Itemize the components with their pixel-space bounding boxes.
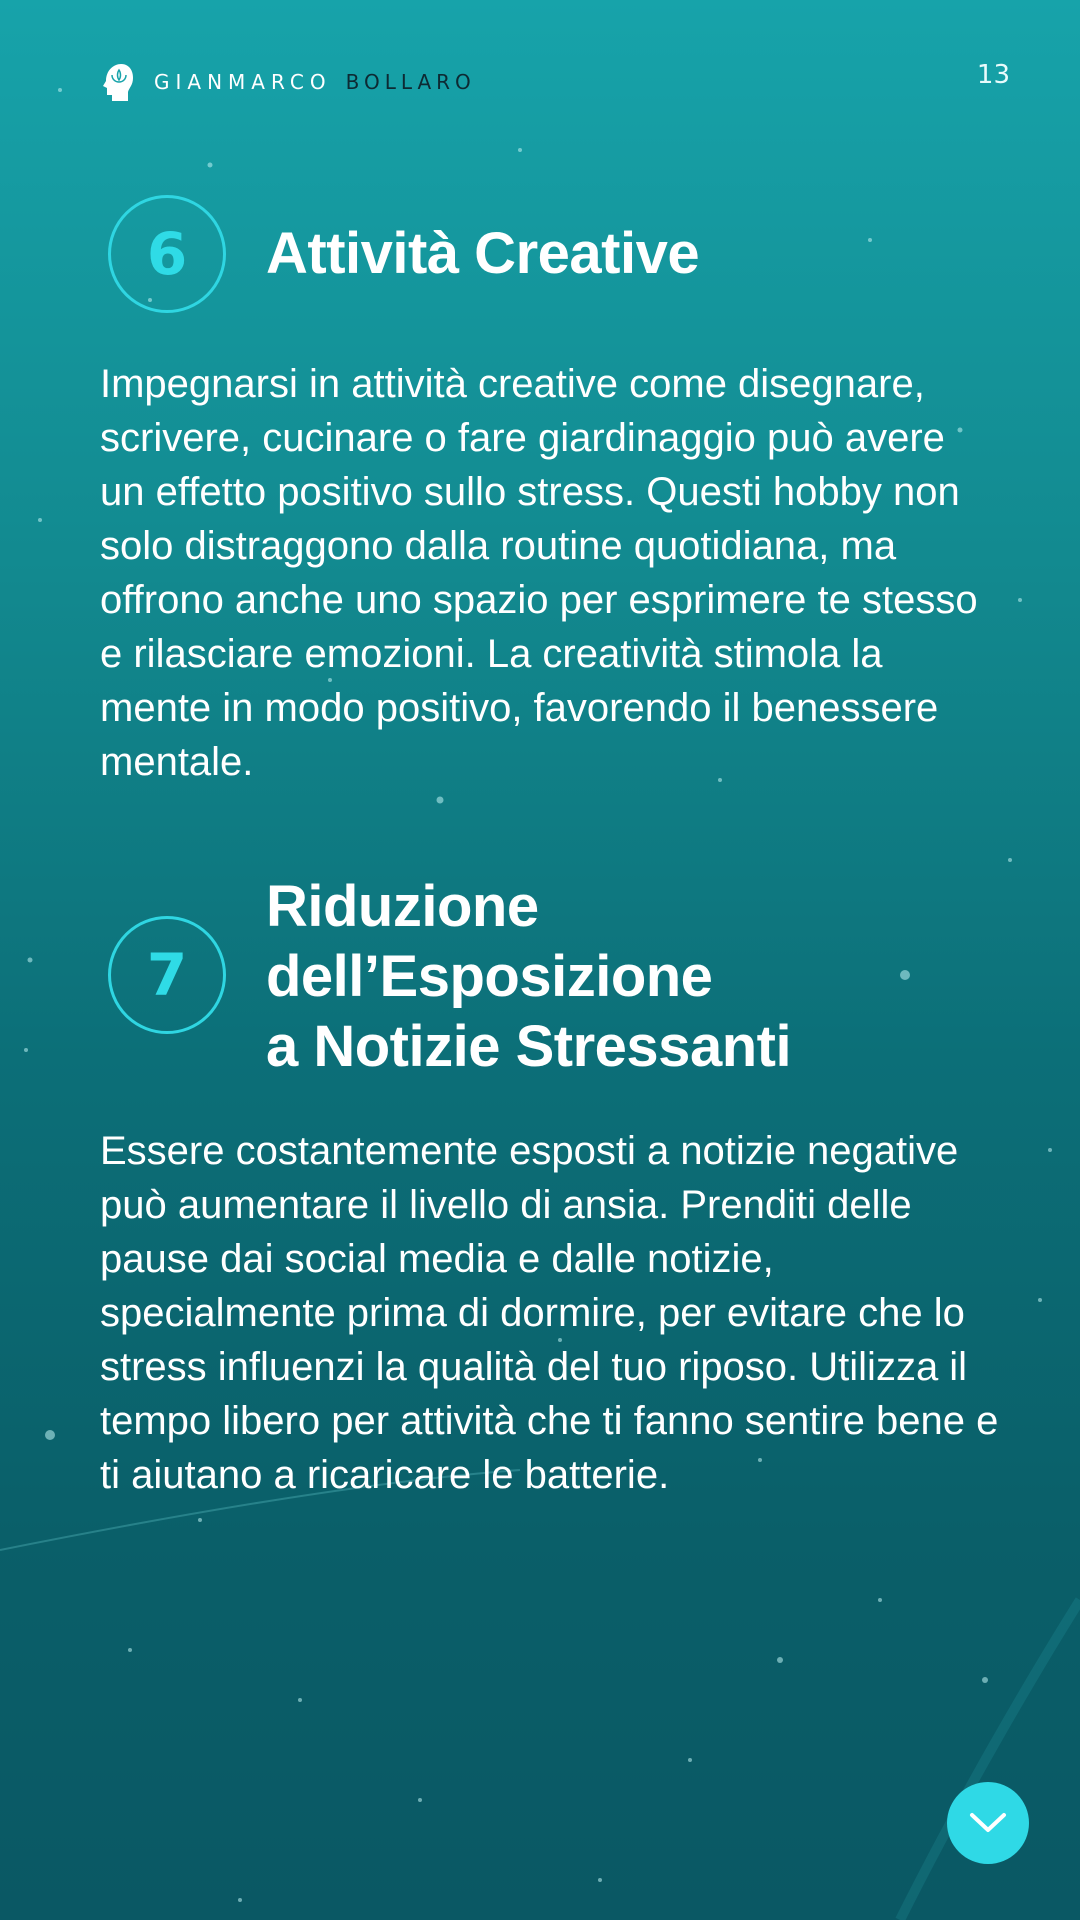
page-number: 13 (976, 60, 1010, 90)
section-title (266, 872, 791, 1082)
section-title (266, 195, 699, 289)
section-number-badge: 6 (108, 195, 226, 313)
page-header (100, 60, 1010, 104)
section-title-line: dell’Esposizione (266, 944, 713, 1009)
scroll-down-button[interactable] (947, 1782, 1029, 1864)
brand-last-name: BOLLARO (345, 70, 476, 94)
brand-first-name: GIANMARCO (154, 70, 332, 94)
section-header (100, 874, 1000, 1082)
section-body: Impegnarsi in attività creative come disegnare, scrivere, cucinare o fare giardinaggio può avere un effetto positivo sullo stress. Questi hobby non solo distraggono dalla routine quotidiana, ma offrono anche uno spazio per esprimere te stesso e rilasciare emozioni. La creatività stimola la mente in modo positivo, favorendo il benessere mentale. (100, 362, 978, 784)
section-title-line: a Notizie Stressanti (266, 1014, 792, 1079)
section-news-exposure (100, 874, 1000, 1502)
section-title-line: Riduzione (266, 874, 539, 939)
section-creative-activities (100, 195, 1000, 789)
brand-logo[interactable] (100, 60, 476, 104)
section-title-line: Attività Creative (266, 221, 700, 286)
head-lotus-icon (100, 61, 134, 103)
chevron-down-icon (968, 1811, 1008, 1835)
section-header (100, 195, 1000, 313)
section-body: Essere costantemente esposti a notizie negative può aumentare il livello di ansia. Prenditi delle pause dai social media e dalle notizie, specialmente prima di dormire, per evitare che lo stress influenzi la qualità del tuo riposo. Utilizza il tempo libero per attività che ti fanno sentire bene e ti aiutano a ricaricare le batterie. (100, 1129, 999, 1497)
section-number-badge: 7 (108, 916, 226, 1034)
